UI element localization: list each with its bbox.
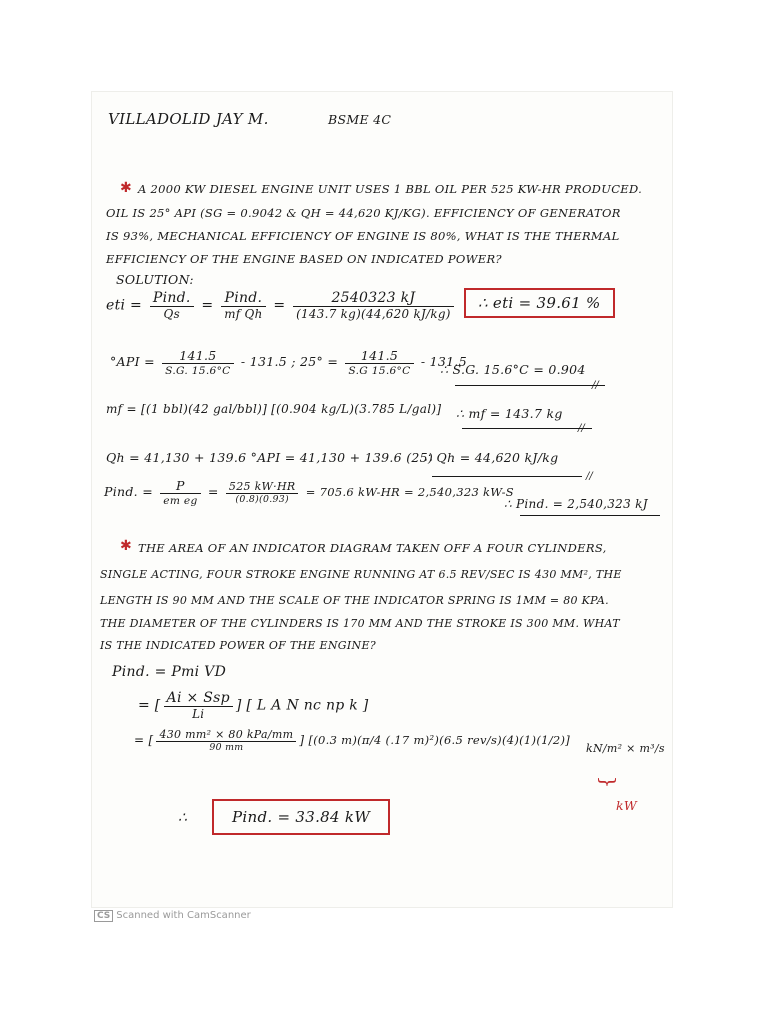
indicated-power-equation: Pind. = $\frac{P}{\text{em eg}}$ = $\frac{525 kW\cdot HR}{(0.8)(0.93)}$ = 705.6 kW-HR = 2,540,323 kW-S: [104, 478, 514, 507]
api-result-underline: [455, 385, 605, 386]
therefore-symbol: ∴: [178, 810, 188, 826]
problem1-line2: OIL IS 25° API (SG = 0.9042 & QH = 44,620 KJ/KG). EFFICIENCY OF GENERATOR: [106, 206, 621, 220]
problem2-line2: SINGLE ACTING, FOUR STROKE ENGINE RUNNING AT 6.5 REV/SEC IS 430 MM², THE: [100, 568, 622, 581]
heating-value-underline: [432, 476, 582, 477]
indicated-power-underline: [520, 515, 660, 516]
efficiency-result-box: ∴ eti = 39.61 %: [464, 288, 615, 318]
indicated-power-formula: Pind. = Pmi VD: [112, 664, 227, 680]
problem1-line4: EFFICIENCY OF THE ENGINE BASED ON INDICATED POWER?: [106, 252, 502, 266]
api-end-mark: //: [592, 380, 599, 391]
api-result: ∴ S.G. 15.6°C = 0.904: [440, 362, 586, 377]
problem1-line1: A 2000 KW DIESEL ENGINE UNIT USES 1 BBL OIL PER 525 KW-HR PRODUCED.: [138, 182, 643, 196]
problem2-line3: LENGTH IS 90 MM AND THE SCALE OF THE INDICATOR SPRING IS 1MM = 80 KPA.: [100, 594, 609, 607]
problem1-line3: IS 93%, MECHANICAL EFFICIENCY OF ENGINE IS 80%, WHAT IS THE THERMAL: [106, 229, 620, 243]
mass-fuel-end-mark: //: [578, 423, 585, 434]
api-equation: °API = $\frac{141.5}{S.G. 15.6^\circ C}$ - 131.5 ; 25° = $\frac{141.5}{S.G 15.6^\circ C}$ - 131.5: [110, 348, 467, 377]
substitution-fraction: $\frac{\text{430 mm² × 80 kPa/mm}}{90 mm}$: [156, 728, 296, 753]
mass-fuel-result: ∴ mf = 143.7 kg: [456, 406, 563, 421]
bullet-star-icon: ✱: [120, 180, 132, 196]
heating-value-end-mark: //: [586, 471, 593, 482]
heating-value-equation: Qh = 41,130 + 139.6 °API = 41,130 + 139.6 (25): [106, 450, 434, 465]
mep-volume-equation: = [ $\frac{\text{Ai × Ssp}}{Li}$ ] [ L A N nc np k ]: [138, 690, 369, 721]
heating-value-result: ∴ Qh = 44,620 kJ/kg: [424, 450, 559, 465]
solution-label: SOLUTION:: [116, 272, 194, 287]
camscanner-watermark: [94, 910, 251, 922]
units-brace: }: [596, 775, 621, 789]
course-section: BSME 4C: [328, 112, 392, 127]
eff-fraction-2: $\frac{\text{Pind.}}{\text{mf Qh}}$: [221, 290, 265, 321]
problem2-line5: IS THE INDICATED POWER OF THE ENGINE?: [100, 639, 376, 652]
final-result-box: Pind. = 33.84 kW: [212, 799, 390, 835]
units-analysis: kN/m² × m³/s: [586, 742, 665, 755]
camscanner-logo-icon: CS: [94, 910, 113, 922]
units-result-note: kW: [616, 798, 638, 813]
efficiency-lhs: eti =: [106, 297, 143, 314]
substitution-equation: = [ $\frac{\text{430 mm² × 80 kPa/mm}}{90 mm}$ ] [(0.3 m)(π/4 (.17 m)²)(6.5 rev/s)(4)(1)(1/2)]: [134, 728, 571, 753]
eff-fraction-3: $\frac{2540323 kJ}{(143.7 kg)(44,620 kJ/kg)}$: [293, 290, 454, 321]
mass-fuel-equation: mf = [(1 bbl)(42 gal/bbl)] [(0.904 kg/L)(3.785 L/gal)]: [106, 402, 442, 416]
bullet-star-icon: ✱: [120, 538, 132, 554]
efficiency-equation: eti = $\frac{\text{Pind.}}{Qs}$ = $\frac{\text{Pind.}}{\text{mf Qh}}$ = $\frac{2540323 kJ}{(143.7 kg)(44,620 kJ/kg)}$: [106, 290, 457, 321]
mass-fuel-underline: [462, 428, 592, 429]
student-name: VILLADOLID JAY M.: [108, 110, 269, 128]
mep-fraction: $\frac{\text{Ai × Ssp}}{Li}$: [164, 690, 233, 721]
problem2-line1: THE AREA OF AN INDICATOR DIAGRAM TAKEN OFF A FOUR CYLINDERS,: [138, 541, 607, 555]
eff-fraction-1: $\frac{\text{Pind.}}{Qs}$: [150, 290, 194, 321]
indicated-power-result: ∴ Pind. = 2,540,323 kJ: [504, 497, 648, 511]
problem2-line4: THE DIAMETER OF THE CYLINDERS IS 170 MM AND THE STROKE IS 300 MM. WHAT: [100, 617, 620, 630]
camscanner-text: Scanned with CamScanner: [116, 910, 251, 921]
